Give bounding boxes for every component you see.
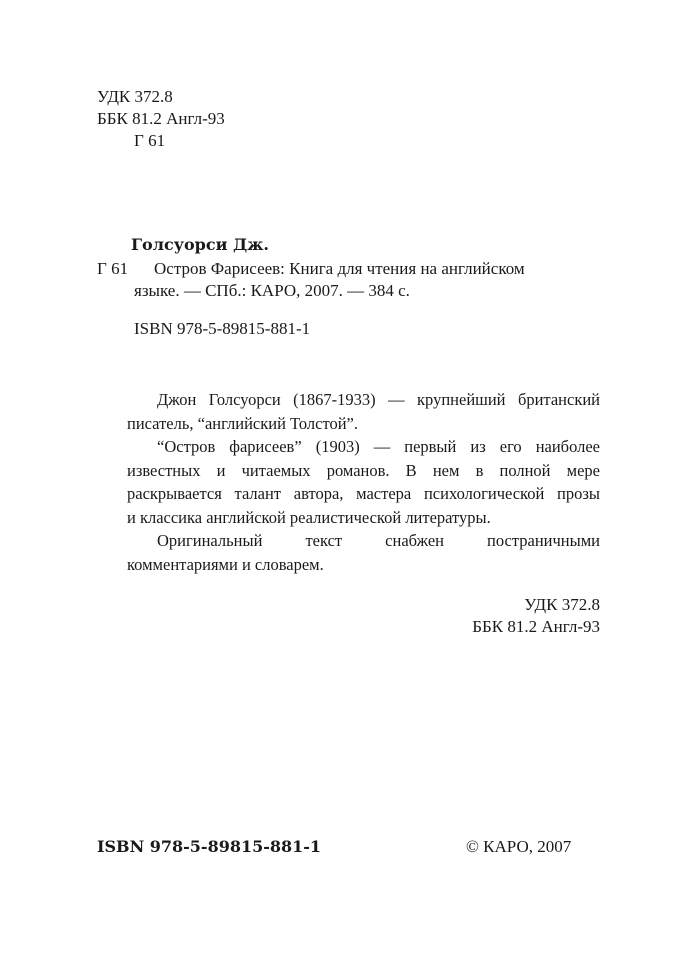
annotation-line: писатель, “английский Толстой”. [127,413,358,433]
footer-isbn: ISBN 978-5-89815-881-1 [97,837,322,856]
annotation-line: комментариями и словарем. [127,554,324,574]
title-line: Остров Фарисеев: Книга для чтения на английском [154,259,525,278]
annotation-line: раскрывается талант автора, мастера психологической прозы [127,484,600,503]
bbk-code-bottom: ББК 81.2 Англ-93 [472,617,600,636]
annotation-line: “Остров фарисеев” (1903) — первый из его наиболее [157,437,600,456]
copyright: © КАРО, 2007 [466,837,572,856]
author-mark: Г 61 [134,131,166,150]
udk-code: УДК 372.8 [97,87,173,106]
author-name: Голсуорси Дж. [131,235,269,254]
udk-code-bottom: УДК 372.8 [524,595,600,614]
annotation-line: известных и читаемых романов. В нем в полной мере [127,460,600,480]
annotation-line: Джон Голсуорси (1867-1933) — крупнейший британский [157,390,600,409]
publication-line: языке. — СПб.: КАРО, 2007. — 384 с. [134,281,410,300]
catalog-isbn: ISBN 978-5-89815-881-1 [134,319,311,338]
catalog-mark: Г 61 [97,259,129,278]
annotation [127,388,600,576]
bbk-code: ББК 81.2 Англ-93 [97,109,225,128]
annotation-line: Оригинальный текст снабжен постраничными [157,531,600,550]
annotation-line: и классика английской реалистической литературы. [127,507,491,527]
